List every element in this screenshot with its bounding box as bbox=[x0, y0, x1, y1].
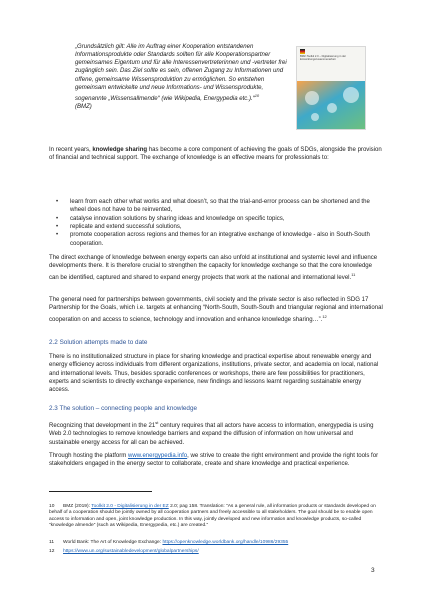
para2-text: The direct exchange of knowledge between energy experts can also unfold at institutional and systemic level and influence developments there. It is therefore crucial to strengthen the capacity for knowledge exchange so that the core knowledge can be identified, captured and shared to expand energy projects that work at the national and international level. bbox=[49, 255, 378, 281]
block-quote bbox=[75, 43, 290, 111]
toolkit-link[interactable]: Toolkit 2.0 - Digitalisierung in der EZ bbox=[91, 504, 169, 509]
list-item bbox=[49, 198, 383, 215]
footnote-10 bbox=[49, 504, 383, 530]
footnote-number: 11 bbox=[49, 540, 55, 545]
paragraph-platform bbox=[49, 452, 383, 469]
footnote-text: 2.0; pag 158. Translation: “As a general rule, all information products or standards developed on behalf of a cooperation should be jointly owned by all cooperation partners and freely accessible to all stakeholders. The goal should be to enable open access to information and open, joint knowledge production. In this way, jointly developed and new information and knowledge products, so-called “knowledge almende” (such as Wikipedia, Energypedia, etc.) are created.” bbox=[49, 504, 376, 529]
quote-source: (BMZ) bbox=[75, 104, 92, 111]
bullet-icon: • bbox=[56, 232, 59, 239]
footnote-11 bbox=[49, 540, 383, 546]
para2-footnote-ref[interactable]: 11 bbox=[351, 271, 356, 277]
toolkit-cover-image bbox=[296, 46, 366, 130]
bullet-list bbox=[49, 198, 383, 248]
ordinal-suffix: st bbox=[155, 420, 159, 425]
paragraph-web20 bbox=[49, 419, 383, 447]
federal-eagle-logo-icon bbox=[300, 49, 305, 54]
paragraph-institutional-level bbox=[49, 254, 383, 282]
para1-text-a: In recent years, bbox=[49, 147, 93, 153]
worldbank-link[interactable]: https://openknowledge.worldbank.org/handle/10986/29355 bbox=[162, 540, 289, 545]
paragraph-sdg17 bbox=[49, 296, 383, 324]
cover-title: BMZ-Toolkit 2.0 – Digitalisierung in der Entwicklungszusammenarbeit bbox=[300, 55, 347, 62]
bullet-icon: • bbox=[56, 215, 59, 222]
cover-illustration bbox=[297, 81, 365, 129]
list-item-text: catalyse innovation solutions by sharing ideas and knowledge on specific topics, bbox=[70, 215, 285, 222]
list-item-text: promote cooperation across regions and themes for an integrative exchange of knowledge - also in South-South cooperation. bbox=[70, 232, 370, 247]
list-item-text: replicate and extend successful solutions, bbox=[70, 224, 182, 231]
list-item bbox=[49, 231, 383, 248]
bullet-icon: • bbox=[56, 224, 59, 231]
section23-p1-b: century requires that all actors have access to information, energypedia is using Web 2.0 technologies to remove knowledge barriers and expand the diffusion of information on how universal and sustainable energy access for all can be achieved. bbox=[49, 423, 374, 446]
section23-p2-a: Through hosting the platform bbox=[49, 453, 128, 459]
bullet-icon: • bbox=[56, 199, 59, 205]
footnote-text: BMZ (2019): bbox=[63, 504, 92, 509]
section22-text: There is no institutionalized structure in place for sharing knowledge and practical expertise about renewable energy and energy efficiency across individuals from different organizations, institutions, private sector, and academia on local, national and international levels. Thus, besides sporadic conferences or workshops, there are few possibilities for practitioners, experts and scientists to directly exchange experience, new findings and lessons learnt regarding sustainable energy access. bbox=[49, 354, 379, 394]
footnote-text: World Bank: The Art of Knowledge Exchange: bbox=[63, 540, 163, 545]
footnote-number: 10 bbox=[49, 504, 55, 509]
list-item bbox=[49, 223, 383, 231]
un-sdg-link[interactable]: https://www.un.org/sustainabledevelopment/globalpartnerships/ bbox=[63, 549, 199, 554]
quote-footnote-ref[interactable]: 10 bbox=[254, 92, 260, 98]
section23-p2-b: , we strive to create the right environment and provide the right tools for stakeholders engaged in the energy sector to collaborate, create and share knowledge and practical experience. bbox=[49, 453, 379, 468]
page-number: 3 bbox=[371, 567, 375, 574]
section23-p1-a: Recognizing that development in the 21 bbox=[49, 423, 156, 430]
footnote-separator bbox=[49, 491, 152, 492]
para1-bold: knowledge sharing bbox=[92, 147, 148, 153]
list-item bbox=[49, 215, 383, 223]
para3-text: The general need for partnerships between governments, civil society and the private sector is also reflected in SDG 17 Partnership for the Goals, which i.e. targets at enhancing “North-South, South-South and triangular regional and international cooperation on and access to science, technology and innovation and enhance knowledge sharing…”. bbox=[49, 297, 383, 323]
energypedia-link[interactable]: www.energypedia.info bbox=[128, 453, 188, 459]
footnote-12 bbox=[49, 549, 383, 555]
para3-footnote-ref[interactable]: 12 bbox=[322, 313, 327, 319]
para1-text-b: has become a core component of achieving the goals of SDGs, alongside the provision of financial and technical support. The exchange of knowledge is an effective means for professionals to: bbox=[49, 147, 382, 162]
section-heading-2-3: 2.3 The solution – connecting people and knowledge bbox=[49, 405, 198, 412]
cover-header bbox=[297, 47, 365, 55]
list-item-text: learn from each other what works and what doesn’t, so that the trial-and-error process can be shortened and the wheel does not have to be reinvented, bbox=[70, 199, 370, 214]
paragraph-solution-attempts bbox=[49, 353, 383, 395]
footnote-number: 12 bbox=[49, 549, 55, 554]
section-heading-2-2: 2.2 Solution attempts made to date bbox=[49, 339, 148, 346]
quote-text: „Grundsätzlich gilt: Alle im Auftrag einer Kooperation entstandenen Informationsprodukte oder Standards sollten für alle Kooperationspartner gemeinsames Eigentum und für alle Interessenvertreterinnen und -vertreter frei zugänglich sein. Das Ziel sollte es sein, offenen Zugang zu Informationen und offene, gemeinsame Wissensproduktion zu ermöglichen. So entstehen gemeinsam entwickelte und neue Informations- und Wissensprodukte, sogenannte „Wissensallmende“ (wie Wikipedia, Energypedia etc.).“ bbox=[75, 44, 287, 102]
paragraph-knowledge-sharing bbox=[49, 146, 383, 163]
